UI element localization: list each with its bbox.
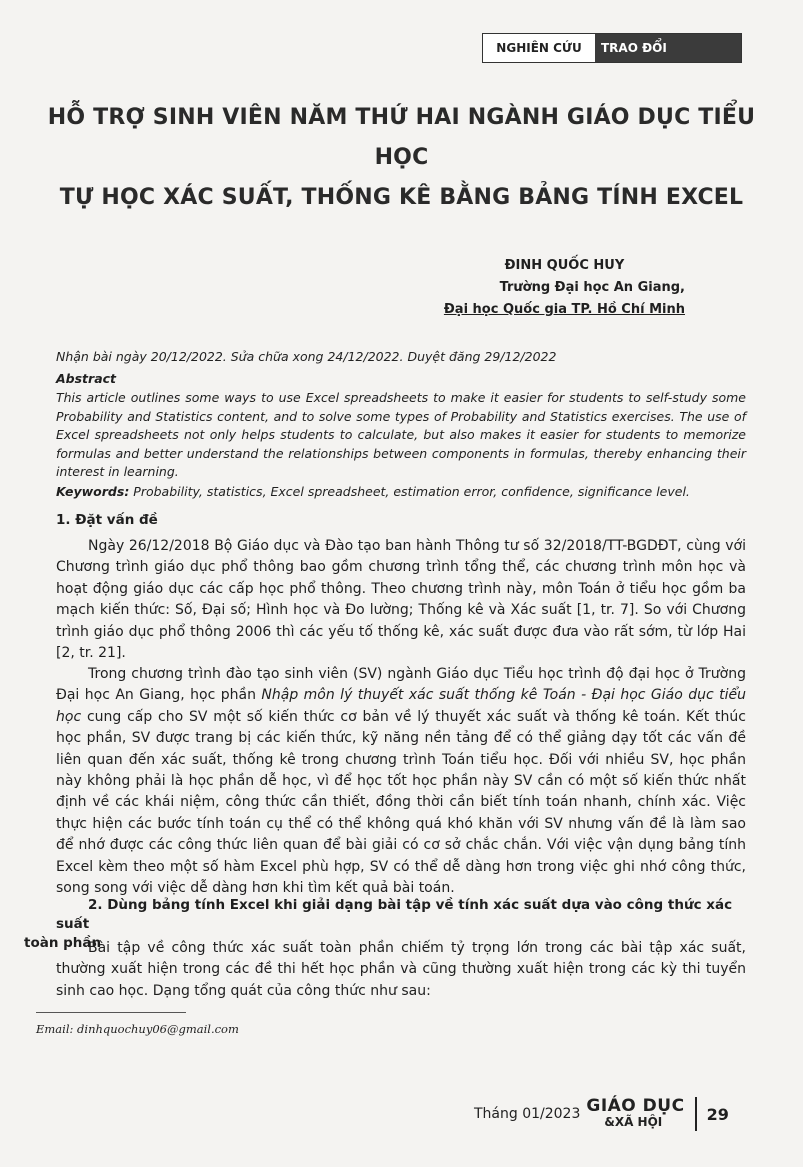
section-2-paragraph-1: Bài tập về công thức xác suất toàn phần chiếm tỷ trọng lớn trong các bài tập xác suất, thường xuất hiện trong các đề thi hết học phần và cũng thường xuất hiện trong các kỳ thi tuyển sinh cao học. Dạng tổng quát của công thức như sau: <box>56 940 746 999</box>
page-number: 29 <box>706 1104 729 1124</box>
section-2-heading-line1: 2. Dùng bảng tính Excel khi giải dạng bài tập về tính xác suất dựa vào công thức xác suất <box>56 897 733 932</box>
section-1-paragraph-1: Ngày 26/12/2018 Bộ Giáo dục và Đào tạo ban hành Thông tư số 32/2018/TT-BGDĐT, cùng với Chương trình giáo dục phổ thông bao gồm chương trình tổng thể, các chương trình môn học và hoạt động giáo dục các cấp học phổ thông. Theo chương trình này, môn Toán ở tiểu học gồm ba mạch kiến thức: Số, Đại số; Hình học và Đo lường; Thống kê và Xác suất [1, tr. 7]. So với Chương trình giáo dục phổ thông 2006 thì các yếu tố thống kê, xác suất được đưa vào rất sớm, từ lớp Hai [2, tr. 21]. <box>56 538 746 662</box>
section-tag-exchange: TRAO ĐỔI <box>595 34 741 62</box>
journal-logo-line2: &XÃ HỘI <box>604 1115 663 1129</box>
abstract-label: Abstract <box>56 371 117 386</box>
article-title <box>20 98 783 218</box>
author-name: ĐINH QUỐC HUY <box>504 258 625 273</box>
keywords <box>56 484 746 499</box>
section-1-paragraph-2-part-b: cung cấp cho SV một số kiến thức cơ bản về lý thuyết xác suất và thống kê toán. Kết thúc học phần, SV được trang bị các kiến thức, kỹ năng nền tảng để có thể giảng dạy tốt các vấn đề liên quan đến xác suất, thống kê trong chương trình Toán tiểu học. Đối với nhiều SV, học phần này không phải là học phần dễ học, vì để học tốt học phần này SV cần có một số kiến thức nhất định về các khái niệm, công thức cần thiết, đồng thời cần biết tính toán nhanh, chính xác. Việc thực hiện các bước tính toán cụ thể có thể không quá khó khăn với SV nhưng vấn đề là làm sao để nhớ được các công thức liên quan để bài giải có cơ sở chắc chắn. Với việc vận dụng bảng tính Excel kèm theo một số hàm Excel phù hợp, SV có thể dễ dàng hơn trong việc ghi nhớ công thức, song song với việc dễ dàng hơn khi tìm kết quả bài toán. <box>56 708 746 897</box>
submission-dates: Nhận bài ngày 20/12/2022. Sửa chữa xong 24/12/2022. Duyệt đăng 29/12/2022 <box>56 349 557 364</box>
section-1-heading: 1. Đặt vấn đề <box>56 512 158 528</box>
section-2-heading-line2: toàn phần <box>24 935 102 951</box>
article-title-line2: TỰ HỌC XÁC SUẤT, THỐNG KÊ BẰNG BẢNG TÍNH EXCEL <box>59 185 744 210</box>
section-tag-research: NGHIÊN CỨU <box>483 34 595 62</box>
author-email: Email: dinhquochuy06@gmail.com <box>36 1022 239 1036</box>
author-block <box>444 255 685 321</box>
page-footer <box>474 1094 729 1134</box>
course-name: Nhập môn lý thuyết xác suất thống kê Toán - Đại học Giáo dục tiểu học <box>56 687 747 725</box>
section-1-paragraph-2 <box>56 664 746 899</box>
abstract-text: This article outlines some ways to use Excel spreadsheets to make it easier for students to self-study some Probability and Statistics content, and to solve some types of Probability and Statistics exercises. The use of Excel spreadsheets not only helps students to calculate, but also makes it easier for students to memorize formulas and better understand the relationships between components in formulas, thereby enhancing their interest in learning. <box>56 390 746 479</box>
footnote-divider <box>36 1012 186 1013</box>
section-1-paragraph-2-part-a: Trong chương trình đào tạo sinh viên (SV) ngành Giáo dục Tiểu học trình độ đại học ở Trường Đại học An Giang, học phần <box>56 666 746 704</box>
keywords-text: Probability, statistics, Excel spreadsheet, estimation error, confidence, significance level. <box>129 484 690 499</box>
author-affiliation-2: Đại học Quốc gia TP. Hồ Chí Minh <box>443 302 685 317</box>
article-title-line1: HỖ TRỢ SINH VIÊN NĂM THỨ HAI NGÀNH GIÁO DỤC TIỂU HỌC <box>47 105 756 170</box>
footer-divider <box>695 1097 697 1131</box>
journal-logo <box>586 1098 684 1130</box>
section-tag <box>482 33 742 63</box>
issue-month: Tháng 01/2023 <box>474 1106 581 1122</box>
journal-logo-line1: GIÁO DỤC <box>586 1096 685 1116</box>
keywords-label: Keywords: <box>56 484 130 499</box>
author-affiliation-1: Trường Đại học An Giang, <box>499 280 685 295</box>
